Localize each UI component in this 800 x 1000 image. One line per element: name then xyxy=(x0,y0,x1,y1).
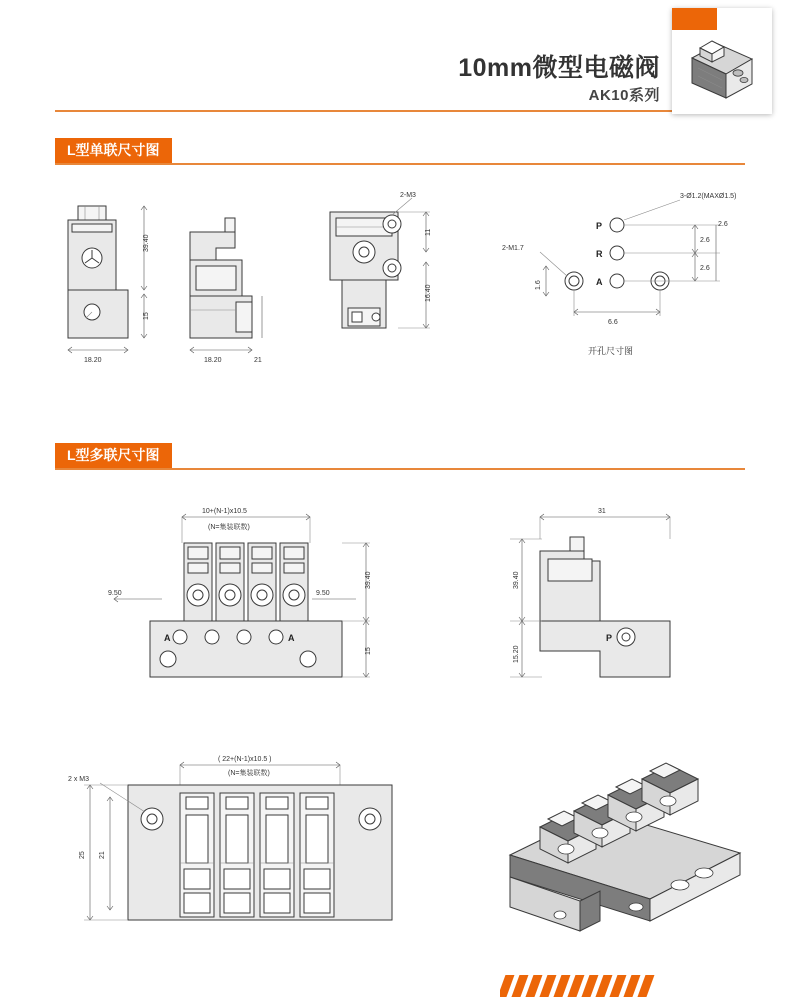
svg-text:1.6: 1.6 xyxy=(535,280,542,290)
svg-text:25: 25 xyxy=(79,851,86,859)
header-divider xyxy=(55,110,745,112)
svg-text:2.6: 2.6 xyxy=(718,221,728,228)
svg-text:18.20: 18.20 xyxy=(204,357,222,364)
single-valve-drawings xyxy=(40,190,760,420)
svg-text:(N=集装联数): (N=集装联数) xyxy=(228,770,270,777)
svg-text:15: 15 xyxy=(143,312,150,320)
svg-text:开孔尺寸图: 开孔尺寸图 xyxy=(588,346,634,356)
section-label-single: L型单联尺寸图 xyxy=(55,138,172,163)
svg-text:A: A xyxy=(596,277,603,287)
section-divider-2 xyxy=(55,468,745,470)
svg-text:9.50: 9.50 xyxy=(316,590,330,597)
svg-text:10+(N-1)x10.5: 10+(N-1)x10.5 xyxy=(202,508,247,515)
multi-bottom-view-drawing xyxy=(68,756,392,920)
valve-illustration xyxy=(678,28,768,114)
svg-text:11: 11 xyxy=(425,228,432,236)
svg-text:A: A xyxy=(164,633,171,643)
svg-text:6.6: 6.6 xyxy=(608,319,618,326)
svg-text:15: 15 xyxy=(365,647,372,655)
svg-text:31: 31 xyxy=(598,508,606,515)
multi-valve-drawings-upper xyxy=(40,495,760,715)
svg-text:3-Ø1.2(MAXØ1.5): 3-Ø1.2(MAXØ1.5) xyxy=(680,193,737,200)
svg-text:39.40: 39.40 xyxy=(365,571,372,589)
svg-text:9.50: 9.50 xyxy=(108,590,122,597)
section-header-multi xyxy=(55,443,745,468)
svg-text:15.20: 15.20 xyxy=(513,645,520,663)
manifold-3d-illustration xyxy=(510,763,740,931)
page-title: 10mm微型电磁阀 xyxy=(458,54,660,82)
section-label-multi: L型多联尺寸图 xyxy=(55,443,172,468)
page-subtitle: AK10系列 xyxy=(588,87,660,104)
svg-text:2-M1.7: 2-M1.7 xyxy=(502,245,524,252)
side-view-drawing xyxy=(190,218,262,364)
svg-text:18.20: 18.20 xyxy=(84,357,102,364)
multi-valve-drawings-lower xyxy=(40,735,760,945)
svg-text:2 x M3: 2 x M3 xyxy=(68,776,90,783)
svg-text:P: P xyxy=(596,221,603,231)
svg-text:16.40: 16.40 xyxy=(425,284,432,302)
svg-text:P: P xyxy=(606,633,613,643)
page-header xyxy=(0,0,800,120)
svg-text:( 22+(N-1)x10.5 ): ( 22+(N-1)x10.5 ) xyxy=(218,756,272,763)
svg-text:21: 21 xyxy=(254,357,262,364)
multi-front-view-drawing xyxy=(108,508,372,677)
front-view-drawing xyxy=(68,206,150,364)
orange-accent-block xyxy=(672,8,717,30)
multi-side-view-drawing xyxy=(510,508,670,677)
svg-text:(N=集装联数): (N=集装联数) xyxy=(208,524,250,531)
orange-stripes-decoration xyxy=(500,975,660,997)
product-photo xyxy=(672,8,772,114)
svg-text:A: A xyxy=(288,633,295,643)
svg-text:39.40: 39.40 xyxy=(513,571,520,589)
svg-text:39.40: 39.40 xyxy=(143,234,150,252)
svg-text:R: R xyxy=(596,249,603,259)
svg-text:2-M3: 2-M3 xyxy=(400,192,416,199)
port-hole-drawing xyxy=(502,193,736,356)
svg-text:2.6: 2.6 xyxy=(700,265,710,272)
section-divider xyxy=(55,163,745,165)
svg-text:2.6: 2.6 xyxy=(700,237,710,244)
svg-text:21: 21 xyxy=(99,851,106,859)
top-view-drawing xyxy=(330,192,432,328)
section-header-single xyxy=(55,138,745,163)
